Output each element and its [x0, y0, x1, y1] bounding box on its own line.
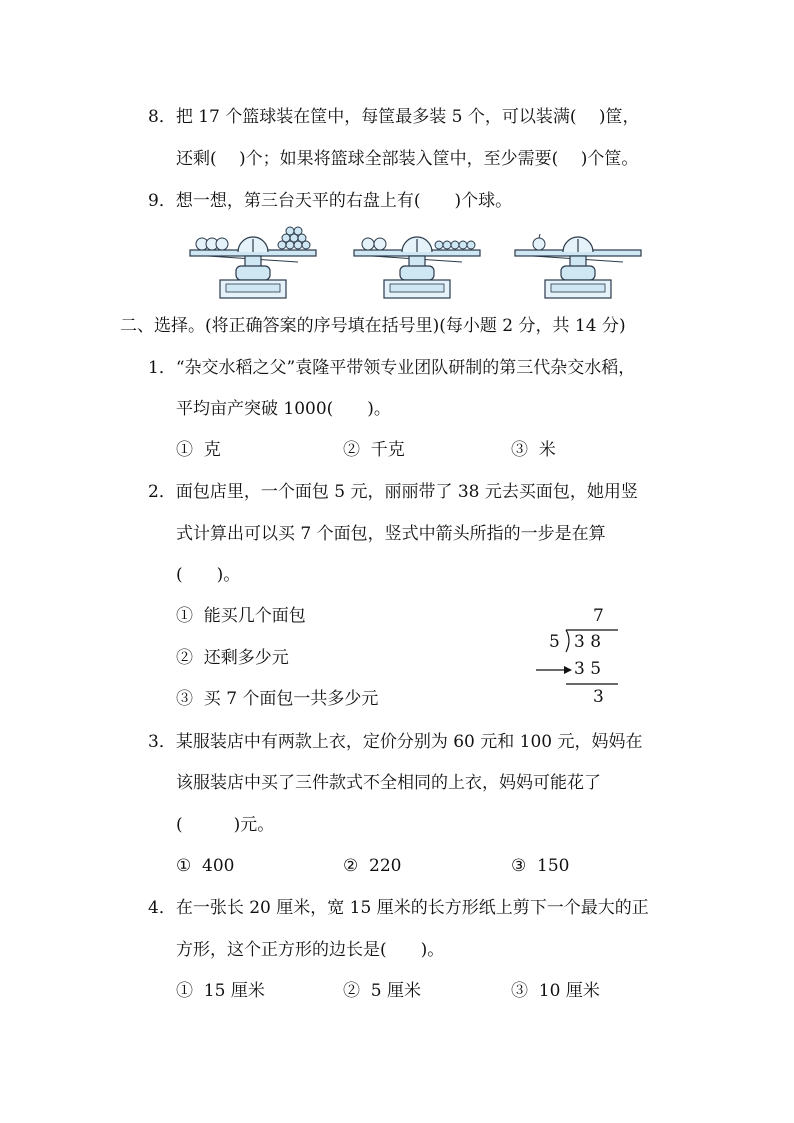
c3-line-1: 3．某服装店中有两款上衣，定价分别为 60 元和 100 元，妈妈在: [148, 732, 643, 752]
c4-option-2: ② 5 厘米: [343, 981, 422, 1001]
c2-line-2: 式计算出可以买 7 个面包，竖式中箭头所指的一步是在算: [176, 524, 606, 544]
section-2-title: 二、选择。(将正确答案的序号填在括号里)(每小题 2 分，共 14 分): [120, 316, 626, 336]
c3-line-3: ( )元。: [176, 815, 275, 835]
c2-line-1: 2．面包店里，一个面包 5 元，丽丽带了 38 元去买面包，她用竖: [148, 482, 638, 502]
balance-scale-3: [513, 226, 643, 301]
arrow-icon: [536, 664, 576, 676]
c4-option-3: ③ 10 厘米: [511, 981, 600, 1001]
division-product: 3 5: [574, 659, 602, 679]
c3-option-3: ③ 150: [511, 856, 570, 876]
c1-option-2: ② 千克: [343, 440, 405, 460]
q9-line-1: 9．想一想，第三台天平的右盘上有( )个球。: [148, 191, 513, 211]
division-dividend: 3 8: [574, 632, 602, 652]
c3-option-2: ② 220: [343, 856, 402, 876]
c1-line-2: 平均亩产突破 1000( )。: [176, 399, 391, 419]
c1-option-1: ① 克: [176, 440, 221, 460]
c4-line-2: 方形，这个正方形的边长是( )。: [176, 940, 445, 960]
q8-line-1: 8．把 17 个篮球装在筐中，每筐最多装 5 个，可以装满( )筐，: [148, 107, 640, 127]
division-remainder: 3: [593, 687, 604, 707]
balance-scale-1: [188, 226, 318, 301]
c2-option-1: ① 能买几个面包: [176, 606, 306, 626]
c2-option-3: ③ 买 7 个面包一共多少元: [176, 689, 379, 709]
c3-line-2: 该服装店中买了三件款式不全相同的上衣，妈妈可能花了: [176, 773, 601, 793]
c2-option-2: ② 还剩多少元: [176, 648, 289, 668]
c3-option-1: ① 400: [176, 856, 235, 876]
c1-option-3: ③ 米: [511, 440, 556, 460]
c4-option-1: ① 15 厘米: [176, 981, 265, 1001]
division-lines: [530, 622, 630, 702]
c2-line-3: ( )。: [176, 565, 241, 585]
balance-scale-2: [352, 226, 482, 301]
division-divisor: 5: [549, 632, 560, 652]
c4-line-1: 4．在一张长 20 厘米，宽 15 厘米的长方形纸上剪下一个最大的正: [148, 898, 649, 918]
division-quotient: 7: [593, 606, 604, 626]
c1-line-1: 1．“杂交水稻之父”袁隆平带领专业团队研制的第三代杂交水稻，: [148, 358, 636, 378]
q8-line-2: 还剩( )个；如果将篮球全部装入筐中，至少需要( )个筐。: [176, 149, 639, 169]
